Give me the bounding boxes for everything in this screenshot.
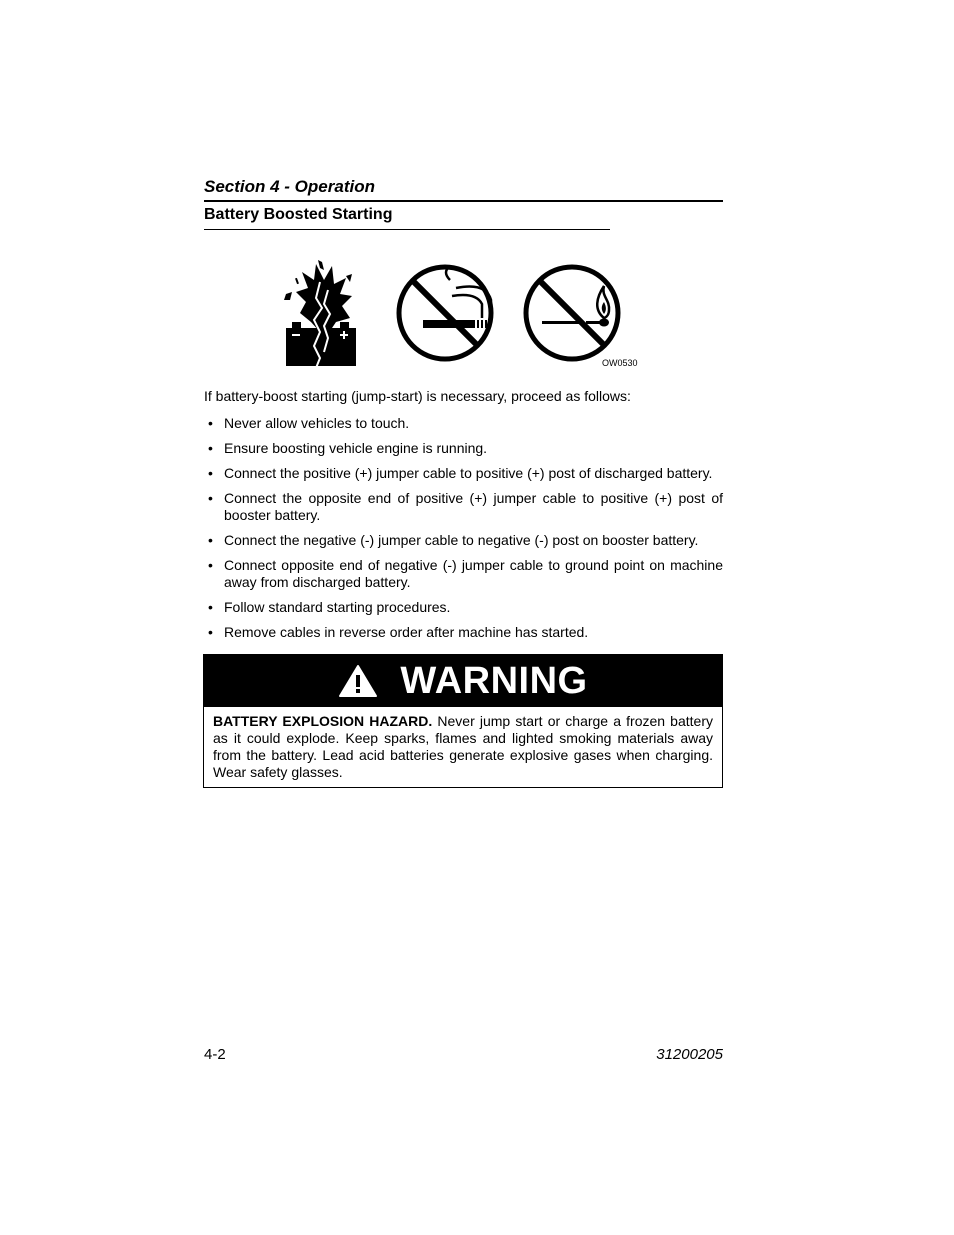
- warning-title: WARNING: [400, 660, 588, 702]
- bullet-icon: •: [208, 557, 213, 573]
- bullet-icon: •: [208, 599, 213, 615]
- bullet-icon: •: [208, 440, 213, 456]
- page-number: 4-2: [204, 1046, 226, 1063]
- list-item: [204, 490, 723, 524]
- page-title: Battery Boosted Starting: [204, 206, 393, 223]
- list-item: [204, 557, 723, 591]
- section-divider: [204, 200, 723, 202]
- bullet-icon: •: [208, 532, 213, 548]
- list-item-text: Connect opposite end of negative (-) jumper cable to ground point on machine away from discharged battery.: [224, 557, 723, 590]
- warning-banner: [204, 655, 722, 707]
- figure-code: OW0530: [602, 358, 638, 368]
- safety-illustration: [280, 256, 652, 374]
- bullet-icon: •: [208, 490, 213, 506]
- warning-body: Never jump start or charge a frozen battery as it could explode. Keep sparks, flames and lighted smoking materials away from the battery. Lead acid batteries generate explosive gases when charging. Wear safety glasses.: [213, 713, 713, 780]
- procedure-list: [204, 415, 723, 649]
- warning-triangle-icon: [338, 664, 378, 698]
- list-item-text: Ensure boosting vehicle engine is running.: [224, 440, 488, 456]
- bullet-icon: •: [208, 465, 213, 481]
- list-item: [204, 624, 723, 641]
- list-item: [204, 440, 723, 457]
- section-header: Section 4 - Operation: [204, 177, 375, 196]
- bullet-icon: •: [208, 415, 213, 431]
- battery-explosion-icon: [284, 260, 356, 368]
- document-number: 31200205: [656, 1046, 723, 1063]
- warning-box: [203, 654, 723, 788]
- list-item-text: Remove cables in reverse order after machine has started.: [224, 624, 589, 640]
- title-divider: [204, 229, 610, 230]
- no-flames-icon: [526, 267, 618, 359]
- list-item-text: Connect the opposite end of positive (+) jumper cable to positive (+) post of booster battery.: [224, 490, 723, 523]
- warning-lead: BATTERY EXPLOSION HAZARD.: [213, 713, 433, 729]
- no-smoking-icon: [399, 266, 491, 359]
- list-item-text: Connect the negative (-) jumper cable to negative (-) post on booster battery.: [224, 532, 699, 548]
- list-item: [204, 465, 723, 482]
- list-item: [204, 599, 723, 616]
- list-item-text: Connect the positive (+) jumper cable to positive (+) post of discharged battery.: [224, 465, 713, 481]
- warning-message: [204, 707, 722, 787]
- bullet-icon: •: [208, 624, 213, 640]
- list-item-text: Follow standard starting procedures.: [224, 599, 451, 615]
- list-item: [204, 532, 723, 549]
- list-item-text: Never allow vehicles to touch.: [224, 415, 410, 431]
- list-item: [204, 415, 723, 432]
- intro-text: If battery-boost starting (jump-start) is necessary, proceed as follows:: [204, 388, 631, 404]
